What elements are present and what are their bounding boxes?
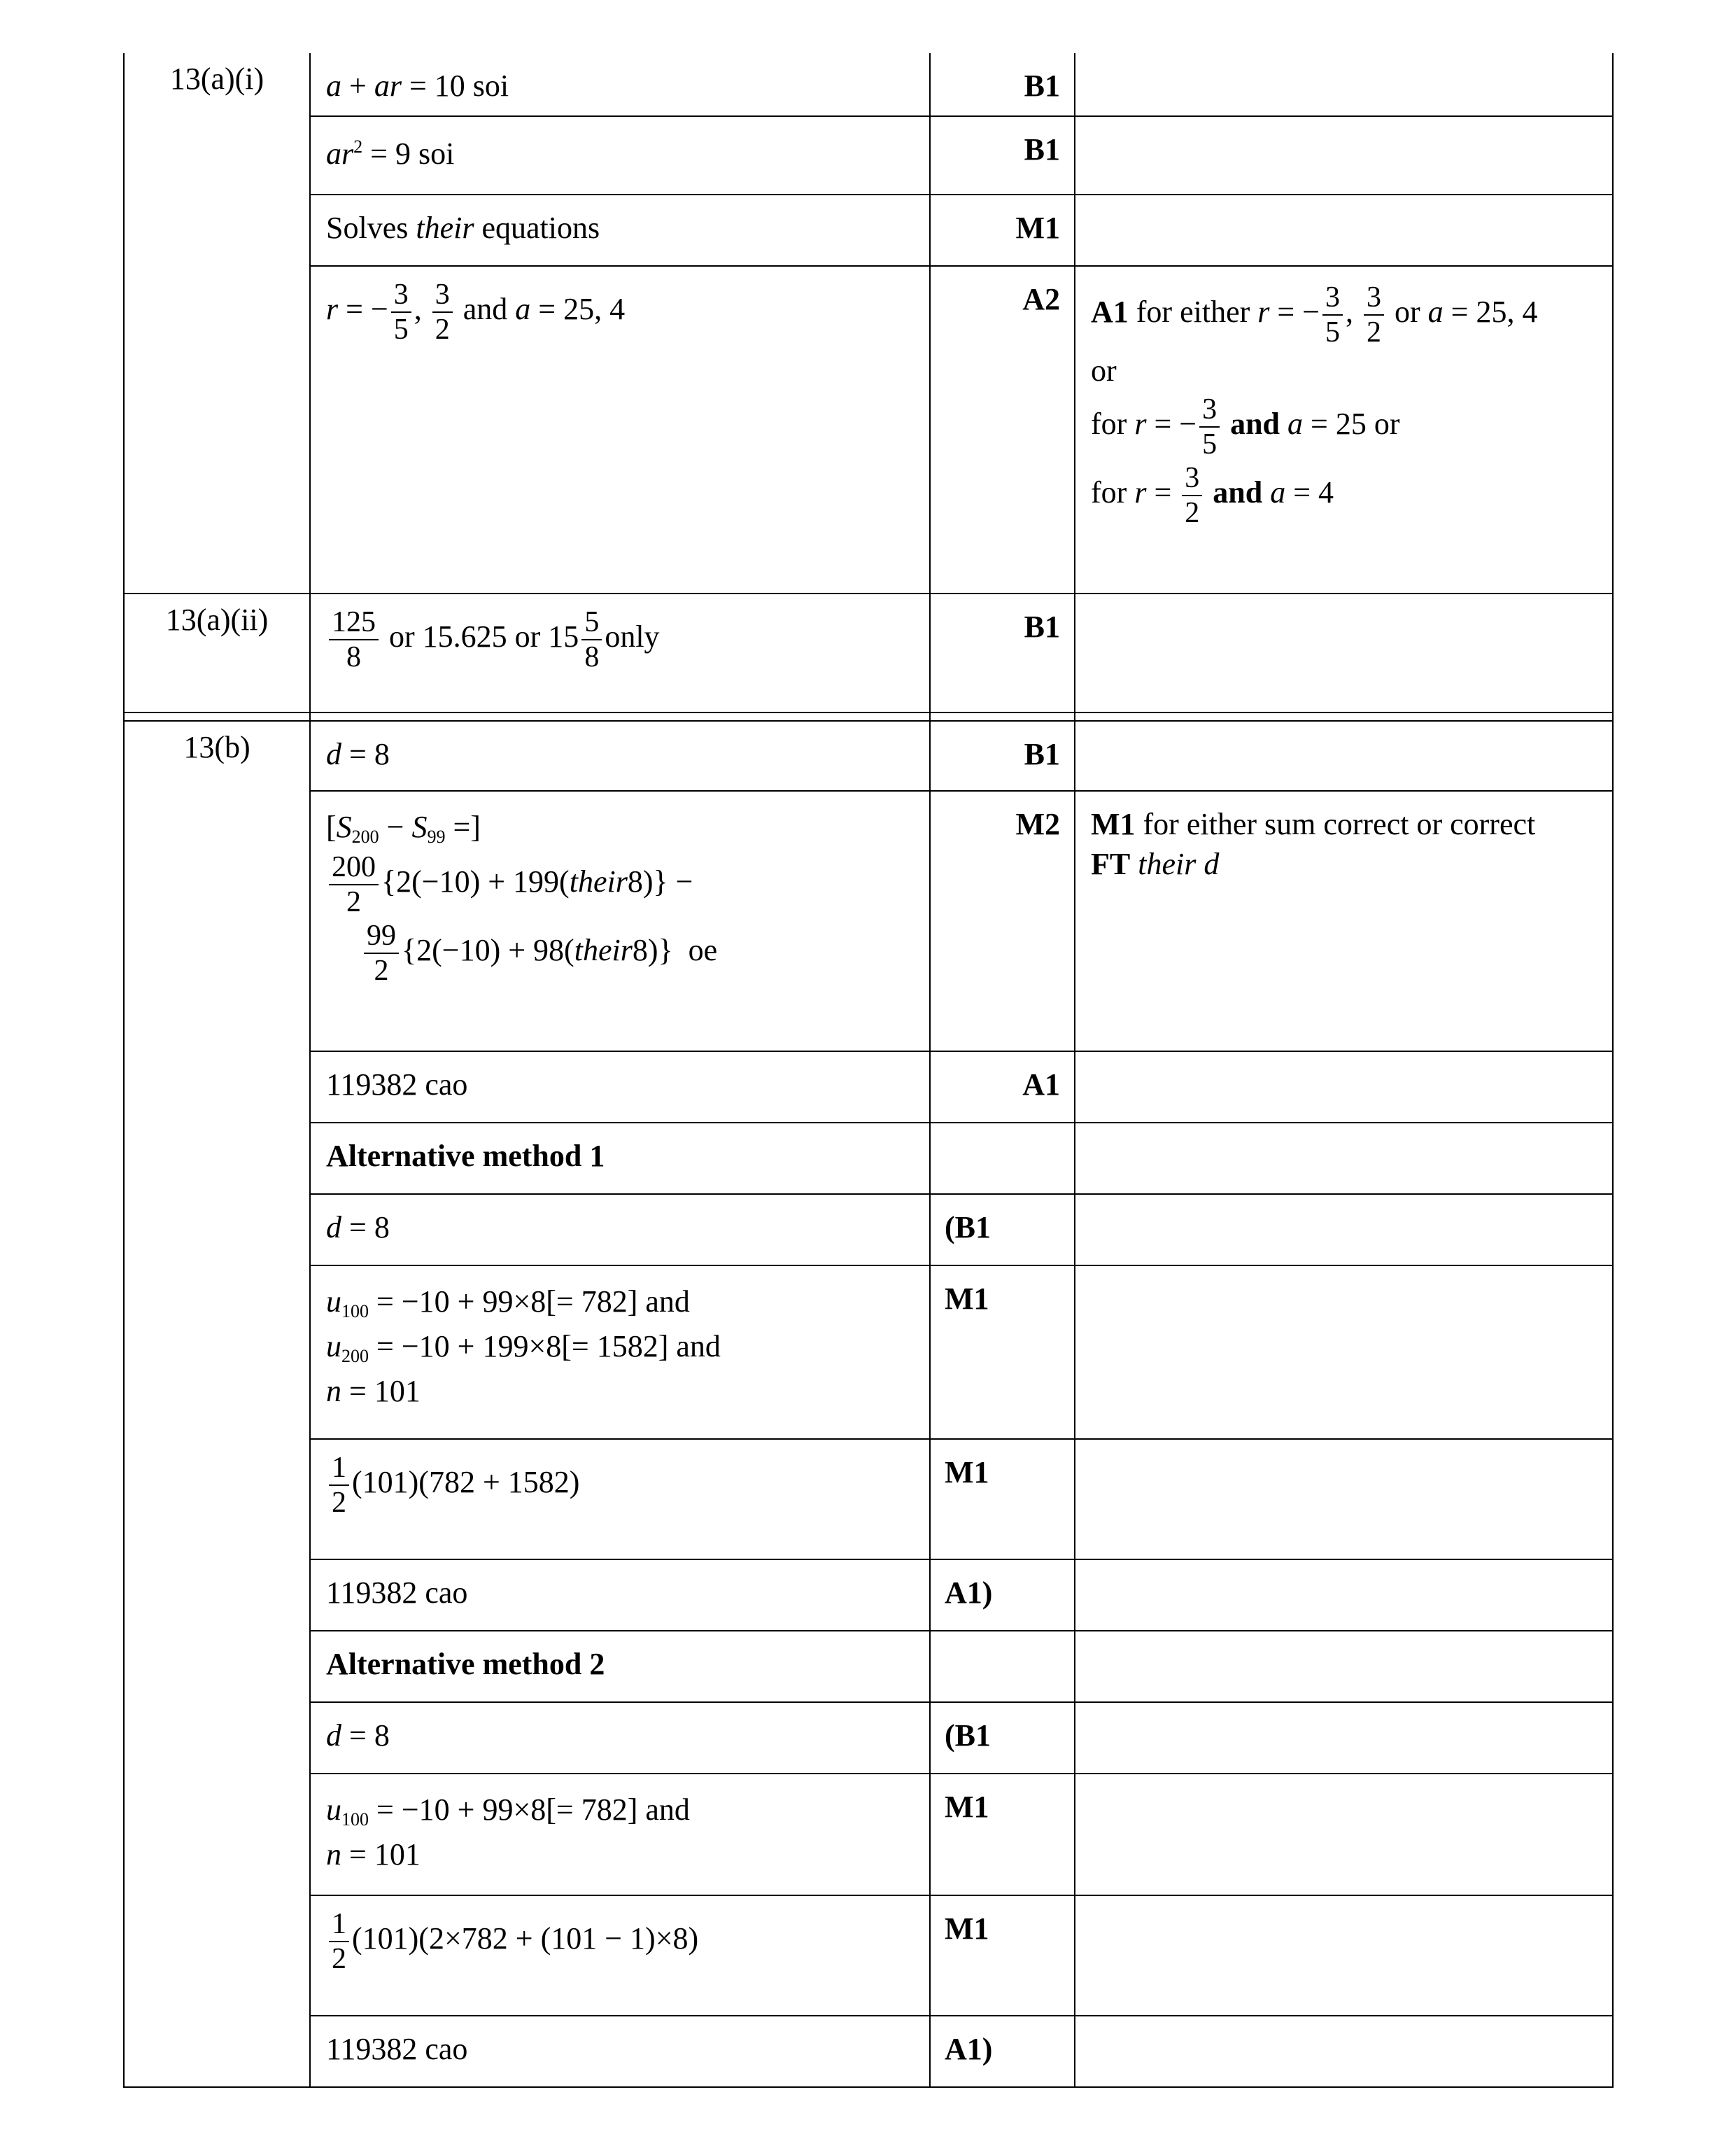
answer-cell: $ar^2 = 9$ soi bbox=[310, 116, 930, 195]
guidance-cell bbox=[1075, 1051, 1613, 1123]
table-row bbox=[124, 1123, 1613, 1194]
guidance-cell bbox=[1075, 1702, 1613, 1774]
table-row bbox=[124, 1631, 1613, 1702]
answer-cell: d = 8 bbox=[310, 1702, 930, 1774]
answer-cell: d = 8 bbox=[310, 721, 930, 791]
mark-cell: A1 bbox=[930, 1051, 1075, 1123]
mark-cell bbox=[930, 1631, 1075, 1702]
mark-cell bbox=[930, 1123, 1075, 1194]
mark-cell: M1 bbox=[930, 1439, 1075, 1559]
mark-cell: B1 bbox=[930, 116, 1075, 195]
mark-cell: A1) bbox=[930, 2016, 1075, 2087]
answer-cell: 119382 cao bbox=[310, 1559, 930, 1631]
guidance-cell bbox=[1075, 594, 1613, 713]
table-row bbox=[124, 53, 1613, 116]
guidance-cell bbox=[1075, 1895, 1613, 2016]
guidance-cell: A1 for either r = − $\frac{3}{5}$ , $\frac{3}{2}$ or a = 25, 4 or for r = − $\frac{3}{5}$ and a = 25 or for r = $\frac{3}{2}$ and a = 4 bbox=[1075, 266, 1613, 594]
table-row bbox=[124, 1194, 1613, 1265]
guidance-cell bbox=[1075, 1123, 1613, 1194]
mark-cell: B1 bbox=[930, 594, 1075, 713]
mark-cell: M1 bbox=[930, 1895, 1075, 2016]
guidance-cell bbox=[1075, 1774, 1613, 1895]
mark-cell: M2 bbox=[930, 791, 1075, 1051]
guidance-cell bbox=[1075, 1439, 1613, 1559]
guidance-cell bbox=[1075, 1559, 1613, 1631]
answer-cell: $\frac{1}{2}$ (101)(2×782 + (101 − 1)×8) bbox=[310, 1895, 930, 2016]
mark-cell: M1 bbox=[930, 1774, 1075, 1895]
alt-method-heading: Alternative method 2 bbox=[310, 1631, 930, 1702]
table-row bbox=[124, 1051, 1613, 1123]
mark-cell: (B1 bbox=[930, 1702, 1075, 1774]
mark-cell: M1 bbox=[930, 195, 1075, 266]
table-row bbox=[124, 266, 1613, 594]
guidance-cell bbox=[1075, 53, 1613, 116]
table-row bbox=[124, 721, 1613, 791]
section-divider bbox=[124, 713, 1613, 721]
table-row bbox=[124, 116, 1613, 195]
answer-cell: [$S_{200} - S_{99}$ =] $\frac{200}{2}$ {2(−10) + 199(their8)} − $\frac{99}{2}$ {2(−10) + 98(their8)} oe bbox=[310, 791, 930, 1051]
answer-cell: $u_{100} = -10 + 99\times 8[= 782]$ and n = 101 bbox=[310, 1774, 930, 1895]
mark-cell: B1 bbox=[930, 721, 1075, 791]
mark-cell: A1) bbox=[930, 1559, 1075, 1631]
table-row bbox=[124, 195, 1613, 266]
guidance-cell bbox=[1075, 195, 1613, 266]
question-number: 13(a)(ii) bbox=[124, 594, 310, 713]
guidance-cell: M1 for either sum correct or correct FT their d bbox=[1075, 791, 1613, 1051]
table-row bbox=[124, 1702, 1613, 1774]
answer-cell: d = 8 bbox=[310, 1194, 930, 1265]
table-row bbox=[124, 791, 1613, 1051]
mark-cell: (B1 bbox=[930, 1194, 1075, 1265]
table-row bbox=[124, 1439, 1613, 1559]
guidance-cell bbox=[1075, 1265, 1613, 1439]
question-number: 13(a)(i) bbox=[124, 53, 310, 594]
guidance-cell bbox=[1075, 116, 1613, 195]
answer-cell: a + ar = 10 soi bbox=[310, 53, 930, 116]
alt-method-heading: Alternative method 1 bbox=[310, 1123, 930, 1194]
answer-cell: 119382 cao bbox=[310, 2016, 930, 2087]
table-row bbox=[124, 1895, 1613, 2016]
guidance-cell bbox=[1075, 2016, 1613, 2087]
guidance-cell bbox=[1075, 721, 1613, 791]
guidance-cell bbox=[1075, 1194, 1613, 1265]
answer-cell: r = − $\frac{3}{5}$ , $\frac{3}{2}$ and a = 25, 4 bbox=[310, 266, 930, 594]
guidance-cell bbox=[1075, 1631, 1613, 1702]
table-row bbox=[124, 1559, 1613, 1631]
mark-cell: A2 bbox=[930, 266, 1075, 594]
table-row bbox=[124, 1265, 1613, 1439]
mark-cell: B1 bbox=[930, 53, 1075, 116]
table-row bbox=[124, 2016, 1613, 2087]
question-number: 13(b) bbox=[124, 721, 310, 2087]
table-row bbox=[124, 1774, 1613, 1895]
mark-scheme-table bbox=[123, 53, 1614, 2088]
table-row bbox=[124, 594, 1613, 713]
answer-cell: $\frac{1}{2}$ (101)(782 + 1582) bbox=[310, 1439, 930, 1559]
answer-cell: Solves their equations bbox=[310, 195, 930, 266]
answer-cell: 119382 cao bbox=[310, 1051, 930, 1123]
mark-cell: M1 bbox=[930, 1265, 1075, 1439]
answer-cell: $u_{100} = -10 + 99\times 8[= 782]$ and $u_{200} = -10 + 199\times 8[= 1582]$ and n = 101 bbox=[310, 1265, 930, 1439]
answer-cell: $\frac{125}{8}$ or 15.625 or 15 $\frac{5}{8}$ only bbox=[310, 594, 930, 713]
